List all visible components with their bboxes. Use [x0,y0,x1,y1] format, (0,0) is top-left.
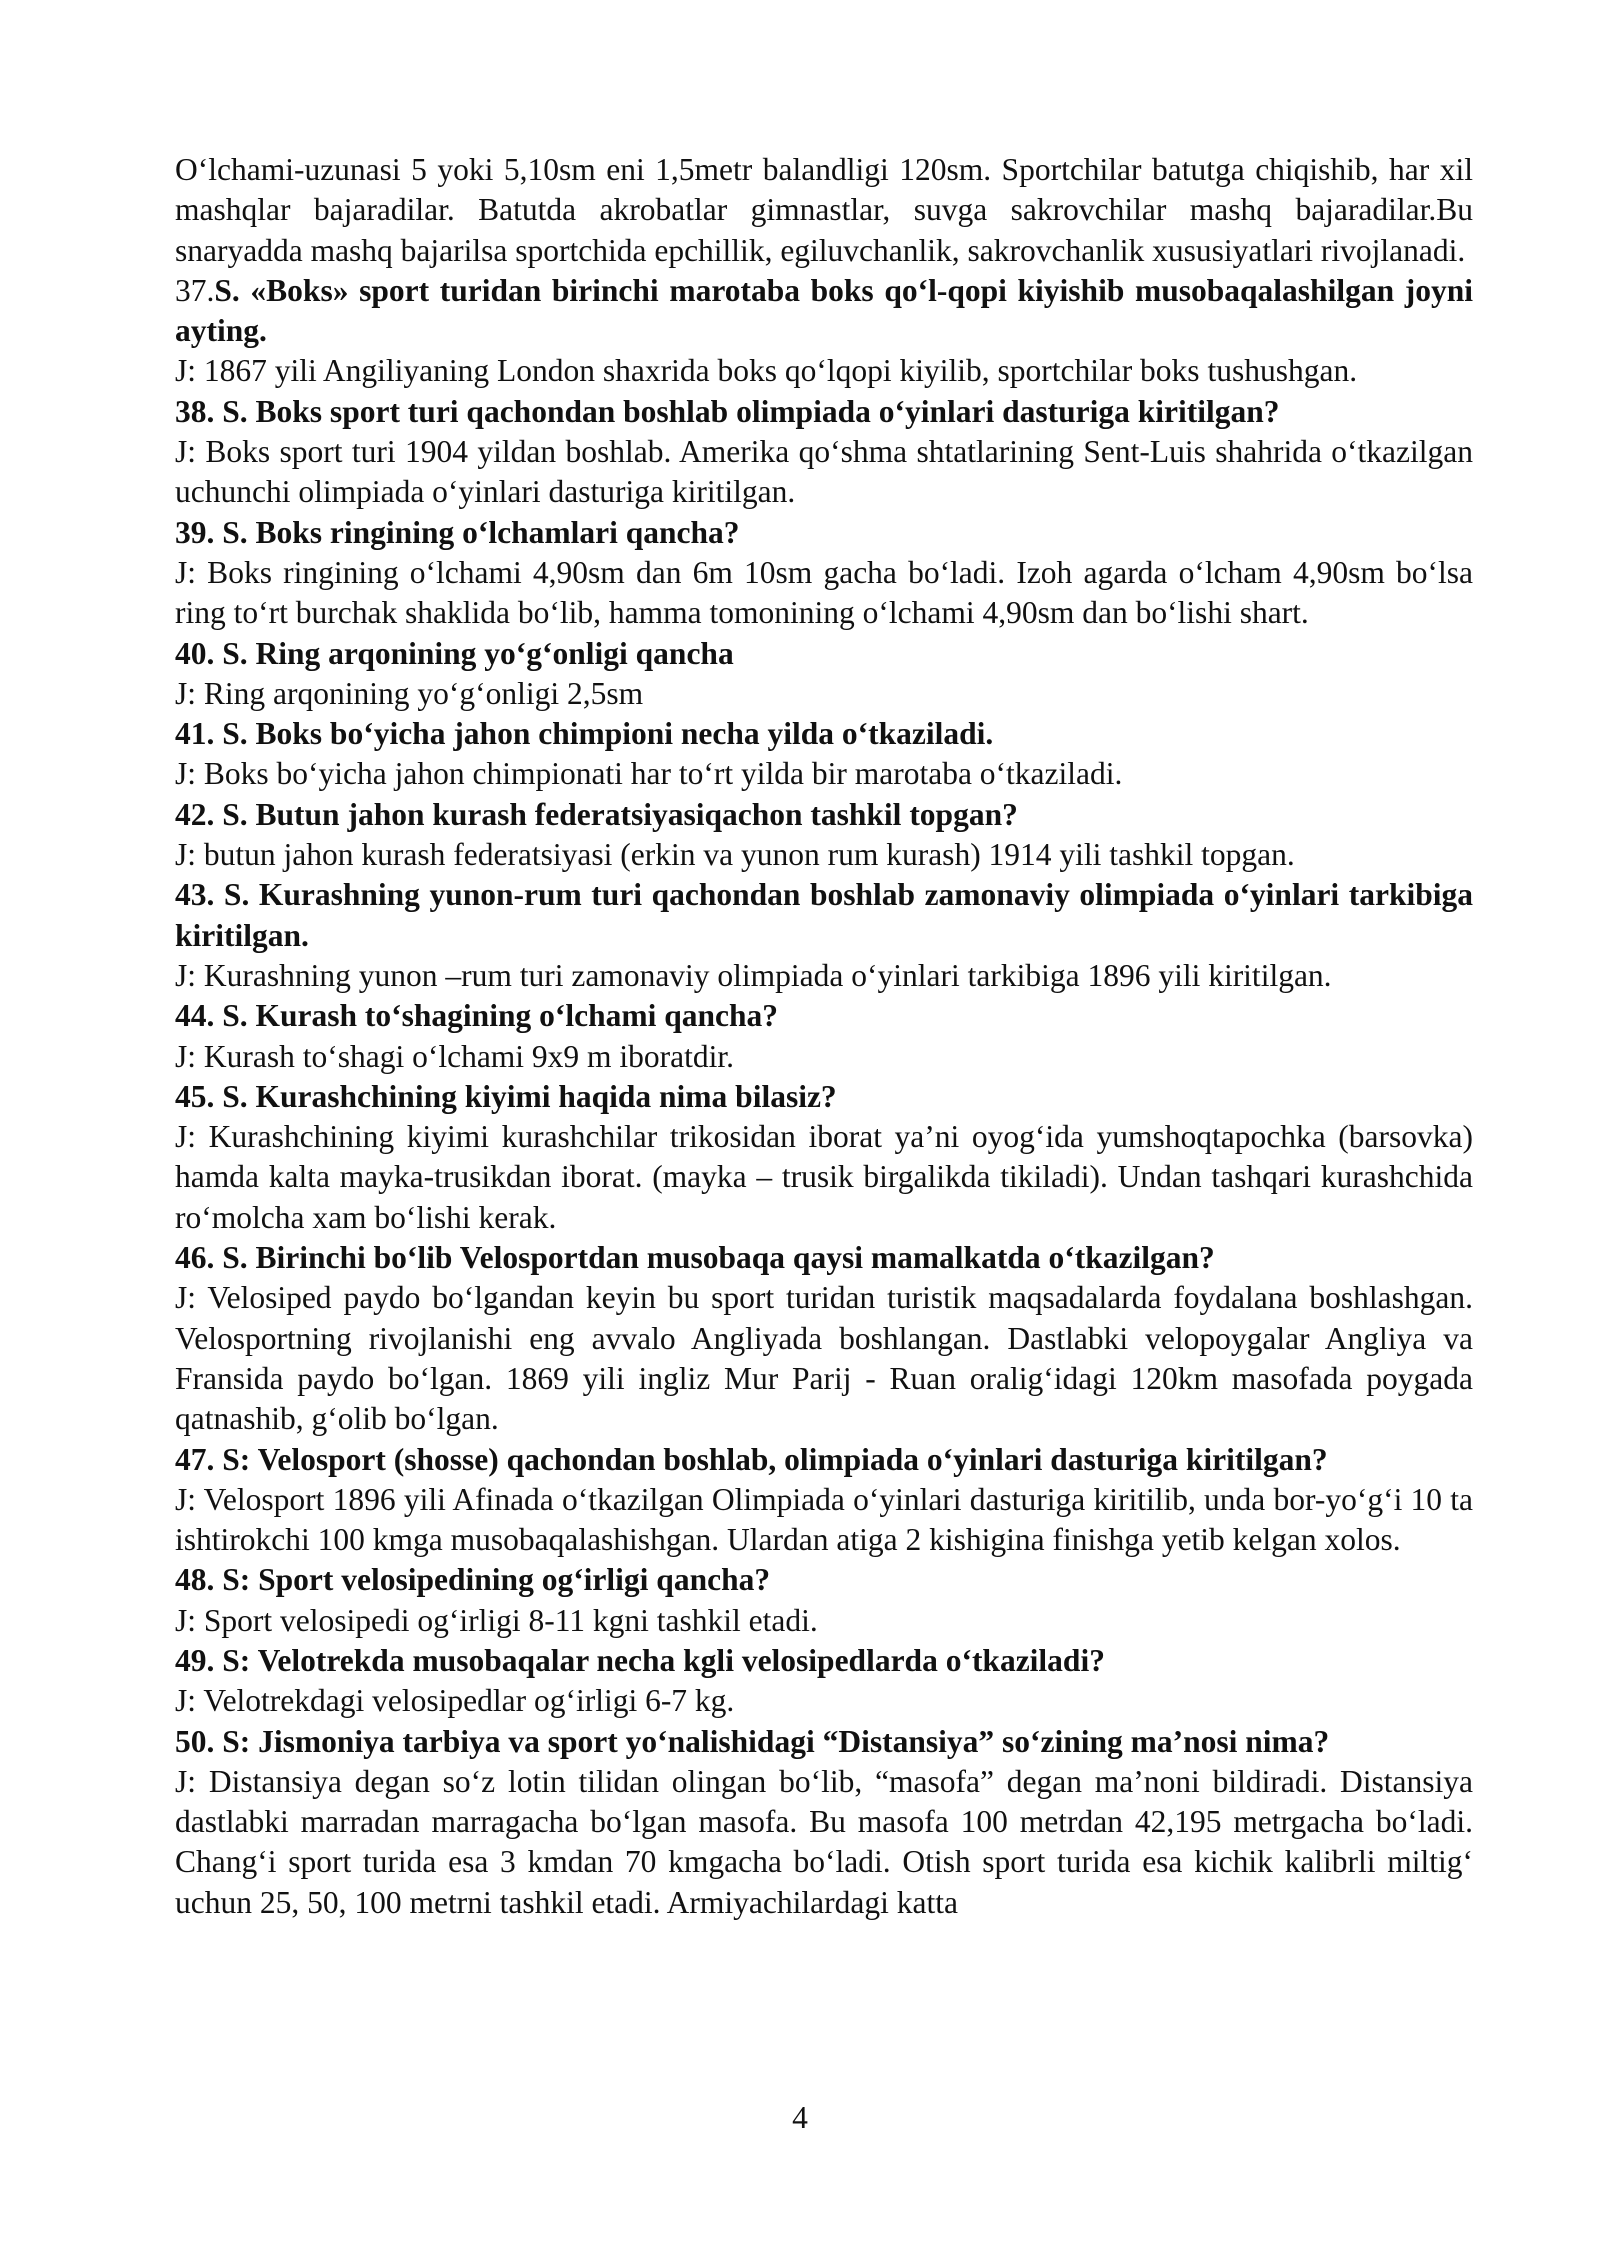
question-40: 40. S. Ring arqonining yo‘g‘onligi qancha [175,635,734,671]
question-50: 50. S: Jismoniya tarbiya va sport yo‘nalishidagi “Distansiya” so‘zining ma’nosi nima? [175,1723,1330,1759]
answer-44: J: Kurash to‘shagi o‘lchami 9x9 m iboratdir. [175,1038,735,1074]
answer-37: J: 1867 yili Angiliyaning London shaxrida boks qo‘lqopi kiyilib, sportchilar boks tushushgan. [175,353,1358,389]
page-number: 4 [792,2100,808,2135]
question-43: 43. S. Kurashning yunon-rum turi qachondan boshlab zamonaviy olimpiada o‘yinlari tarkibiga kiritilgan. [175,877,1473,953]
answer-41: J: Boks bo‘yicha jahon chimpionati har to‘rt yilda bir marotaba o‘tkaziladi. [175,756,1123,792]
answer-42: J: butun jahon kurash federatsiyasi (erkin va yunon rum kurash) 1914 yili tashkil topgan. [175,837,1295,873]
answer-paragraph: O‘lchami-uzunasi 5 yoki 5,10sm eni 1,5metr balandligi 120sm. Sportchilar batutga chiqishib, har xil mashqlar bajaradilar. Batutda akrobatlar gimnastlar, suvga sakrovchilar mashq bajaradilar.Bu snaryadda mashq bajarilsa sportchida epchillik, egiluvchanlik, sakrovchanlik xususiyatlari rivojlanadi. [175,152,1473,268]
answer-48: J: Sport velosipedi og‘irligi 8-11 kgni tashkil etadi. [175,1602,818,1638]
question-number-prefix: 37. [175,272,215,308]
question-41: 41. S. Boks bo‘yicha jahon chimpioni necha yilda o‘tkaziladi. [175,716,994,752]
answer-49: J: Velotrekdagi velosipedlar og‘irligi 6-7 kg. [175,1683,735,1719]
answer-39: J: Boks ringining o‘lchami 4,90sm dan 6m 10sm gacha bo‘ladi. Izoh agarda o‘lcham 4,90sm bo‘lsa ring to‘rt burchak shaklida bo‘lib, hamma tomonining o‘lchami 4,90sm dan bo‘lishi shart. [175,554,1473,631]
question-45: 45. S. Kurashchining kiyimi haqida nima bilasiz? [175,1078,837,1114]
question-46: 46. S. Birinchi bo‘lib Velosportdan musobaqa qaysi mamalkatda o‘tkazilgan? [175,1240,1215,1276]
answer-47: J: Velosport 1896 yili Afinada o‘tkazilgan Olimpiada o‘yinlari dasturiga kiritilib, unda bor-yo‘g‘i 10 ta ishtirokchi 100 kmga musobaqalashishgan. Ulardan atiga 2 kishigina finishga yetib kelgan xolos. [175,1481,1473,1558]
question-37 [175,271,1473,352]
answer-45: J: Kurashchining kiyimi kurashchilar trikosidan iborat ya’ni oyog‘ida yumshoqtapochka (barsovka) hamda kalta mayka-trusikdan iborat. (mayka – trusik birgalikda tikiladi). Undan tashqari kurashchida ro‘molcha xam bo‘lishi kerak. [175,1119,1473,1235]
answer-46: J: Velosiped paydo bo‘lgandan keyin bu sport turidan turistik maqsadalarda foydalana boshlashgan. Velosportning rivojlanishi eng avvalo Angliyada boshlangan. Dastlabki velopoygalar Angliya va Fransida paydo bo‘lgan. 1869 yili ingliz Mur Parij - Ruan oralig‘idagi 120km masofada poygada qatnashib, g‘olib bo‘lgan. [175,1280,1473,1437]
answer-50: J: Distansiya degan so‘z lotin tilidan olingan bo‘lib, “masofa” degan ma’noni bildiradi. Distansiya dastlabki marradan marragacha bo‘lgan masofa. Bu masofa 100 metrdan 42,195 metrgacha bo‘ladi. Chang‘i sport turida esa 3 kmdan 70 kmgacha bo‘ladi. Otish sport turida esa kichik kalibrli miltig‘ uchun 25, 50, 100 metrni tashkil etadi. Armiyachilardagi katta [175,1763,1473,1920]
question-48: 48. S: Sport velosipedining og‘irligi qancha? [175,1562,771,1598]
question-47: 47. S: Velosport (shosse) qachondan boshlab, olimpiada o‘yinlari dasturiga kiritilgan? [175,1441,1328,1477]
question-49: 49. S: Velotrekda musobaqalar necha kgli velosipedlarda o‘tkaziladi? [175,1642,1105,1678]
question-38: 38. S. Boks sport turi qachondan boshlab olimpiada o‘yinlari dasturiga kiritilgan? [175,393,1280,429]
question-42: 42. S. Butun jahon kurash federatsiyasiqachon tashkil topgan? [175,796,1018,832]
question-39: 39. S. Boks ringining o‘lchamlari qancha? [175,514,740,550]
answer-43: J: Kurashning yunon –rum turi zamonaviy olimpiada o‘yinlari tarkibiga 1896 yili kiritilgan. [175,957,1332,993]
document-body [175,150,1473,1923]
answer-40: J: Ring arqonining yo‘g‘onligi 2,5sm [175,675,644,711]
question-44: 44. S. Kurash to‘shagining o‘lchami qancha? [175,998,778,1034]
answer-38: J: Boks sport turi 1904 yildan boshlab. Amerika qo‘shma shtatlarining Sent-Luis shahrida o‘tkazilgan uchunchi olimpiada o‘yinlari dasturiga kiritilgan. [175,434,1473,510]
question-text: S. «Boks» sport turidan birinchi marotaba boks qo‘l-qopi kiyishib musobaqalashilgan joyni ayting. [175,272,1473,349]
